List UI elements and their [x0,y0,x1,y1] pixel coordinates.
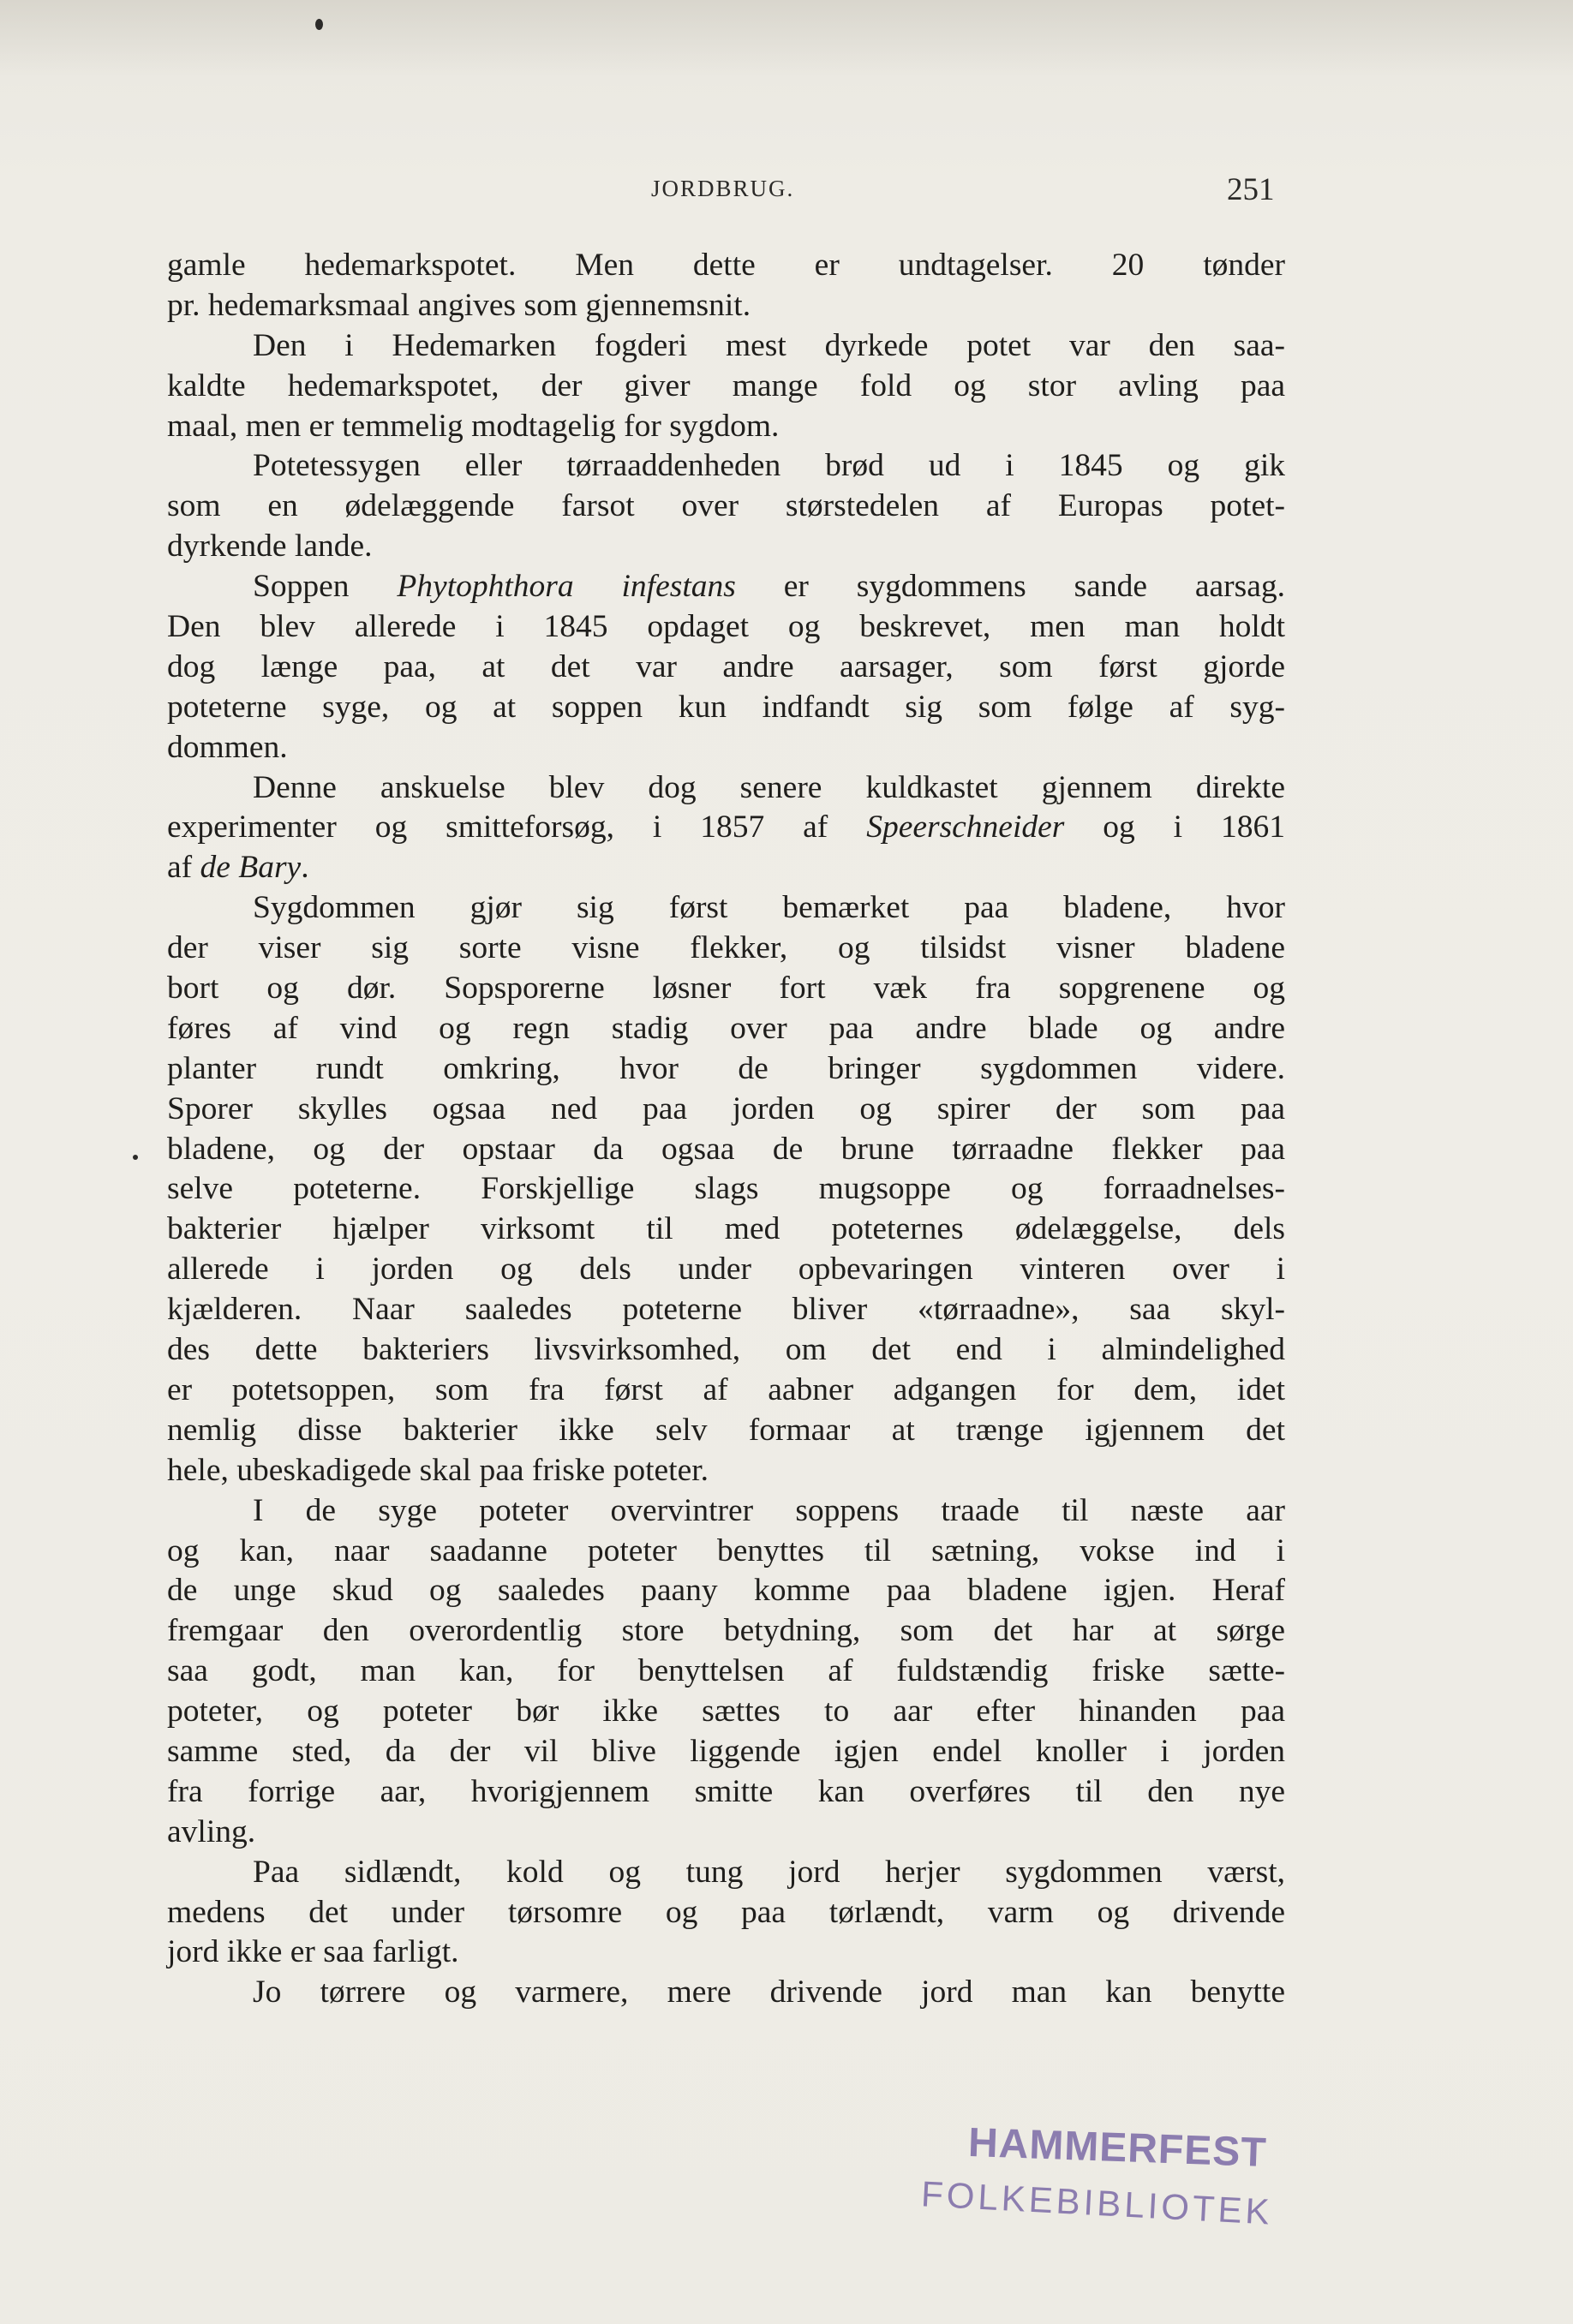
text-line: saa godt, man kan, for benyttelsen af fuldstændig friske sætte- [167,1653,1285,1689]
text-line: af de Bary. [167,850,309,886]
stamp-line-1: HAMMERFEST [967,2119,1268,2177]
text-line: gamle hedemarkspotet. Men dette er undtagelser. 20 tønder [167,248,1285,283]
text-line: dog længe paa, at det var andre aarsager, som først gjorde [167,648,1285,684]
text-line: Jo tørrere og varmere, mere drivende jord man kan benytte [253,1975,1285,2010]
text-line: maal, men er temmelig modtagelig for sygdom. [167,408,780,444]
body-text [167,246,1285,2013]
text-line: Sporer skylles ogsaa ned paa jorden og spirer der som paa [167,1090,1285,1126]
text-line: I de syge poteter overvintrer soppens traade til næste aar [253,1492,1285,1528]
text-line: samme sted, da der vil blive liggende igjen endel knoller i jorden [167,1733,1285,1769]
text-line: fremgaar den overordentlig store betydning, som det har at sørge [167,1613,1285,1649]
text-line: de unge skud og saaledes paany komme paa bladene igjen. Heraf [167,1573,1285,1609]
running-head: JORDBRUG. [651,176,795,201]
text-line: Soppen Phytophthora infestans er sygdommens sande aarsag. [253,569,1285,605]
text-line: nemlig disse bakterier ikke selv formaar at trænge igjennem det [167,1412,1285,1448]
text-line: medens det under tørsomre og paa tørlændt, varm og drivende [167,1894,1285,1930]
text-line: fra forrige aar, hvorigjennem smitte kan overføres til den nye [167,1773,1285,1809]
text-line: bakterier hjælper virksomt til med poteternes ødelæggelse, dels [167,1211,1285,1247]
text-line: Den i Hedemarken fogderi mest dyrkede potet var den saa- [253,327,1285,363]
text-line: Potetessygen eller tørraaddenheden brød ud i 1845 og gik [253,448,1285,484]
text-line: Denne anskuelse blev dog senere kuldkastet gjennem direkte [253,769,1285,805]
library-stamp [920,2119,1332,2253]
text-line: allerede i jorden og dels under opbevaringen vinteren over i [167,1252,1285,1287]
page-number: 251 [1227,172,1275,207]
text-line: bort og dør. Sopsporerne løsner fort væk fra sopgrenene og [167,971,1285,1007]
text-line: bladene, og der opstaar da ogsaa de brune tørraadne flekker paa [167,1131,1285,1167]
text-line: Den blev allerede i 1845 opdaget og beskrevet, men man holdt [167,609,1285,645]
scan-shadow [0,0,1573,77]
text-line: selve poteterne. Forskjellige slags mugsoppe og forraadnelses- [167,1171,1285,1207]
text-line: pr. hedemarksmaal angives som gjennemsnit. [167,287,751,323]
italic-term: Phytophthora infestans [397,569,736,605]
text-line: kjælderen. Naar saaledes poteterne bliver «tørraadne», saa skyl- [167,1292,1285,1328]
text-line: planter rundt omkring, hvor de bringer sygdommen videre. [167,1050,1285,1086]
text-line: avling. [167,1813,256,1849]
italic-term: de Bary [200,850,302,886]
text-line: føres af vind og regn stadig over paa andre blade og andre [167,1010,1285,1046]
text-line: Sygdommen gjør sig først bemærket paa bladene, hvor [253,890,1285,926]
text-line: og kan, naar saadanne poteter benyttes til sætning, vokse ind i [167,1532,1285,1568]
ink-speck [315,19,323,30]
text-line: des dette bakteriers livsvirksomhed, om det end i almindelighed [167,1332,1285,1368]
text-line: Paa sidlændt, kold og tung jord herjer sygdommen værst, [253,1854,1285,1890]
text-line: dommen. [167,729,288,765]
text-line: dyrkende lande. [167,529,373,565]
text-line: poteter, og poteter bør ikke sættes to aar efter hinanden paa [167,1694,1285,1730]
text-line: som en ødelæggende farsot over størstedelen af Europas potet- [167,488,1285,524]
text-line: kaldte hedemarkspotet, der giver mange fold og stor avling paa [167,367,1285,403]
margin-speck [133,1155,138,1160]
italic-term: Speerschneider [866,810,1065,845]
text-line: jord ikke er saa farligt. [167,1934,459,1970]
text-line: experimenter og smitteforsøg, i 1857 af Speerschneider og i 1861 [167,810,1286,845]
text-line: er potetsoppen, som fra først af aabner adgangen for dem, idet [167,1371,1285,1407]
text-line: der viser sig sorte visne flekker, og tilsidst visner bladene [167,930,1285,966]
text-line: hele, ubeskadigede skal paa friske poteter. [167,1452,709,1488]
stamp-line-2: FOLKEBIBLIOTEK [920,2173,1274,2232]
text-line: poteterne syge, og at soppen kun indfandt sig som følge af syg- [167,689,1285,725]
